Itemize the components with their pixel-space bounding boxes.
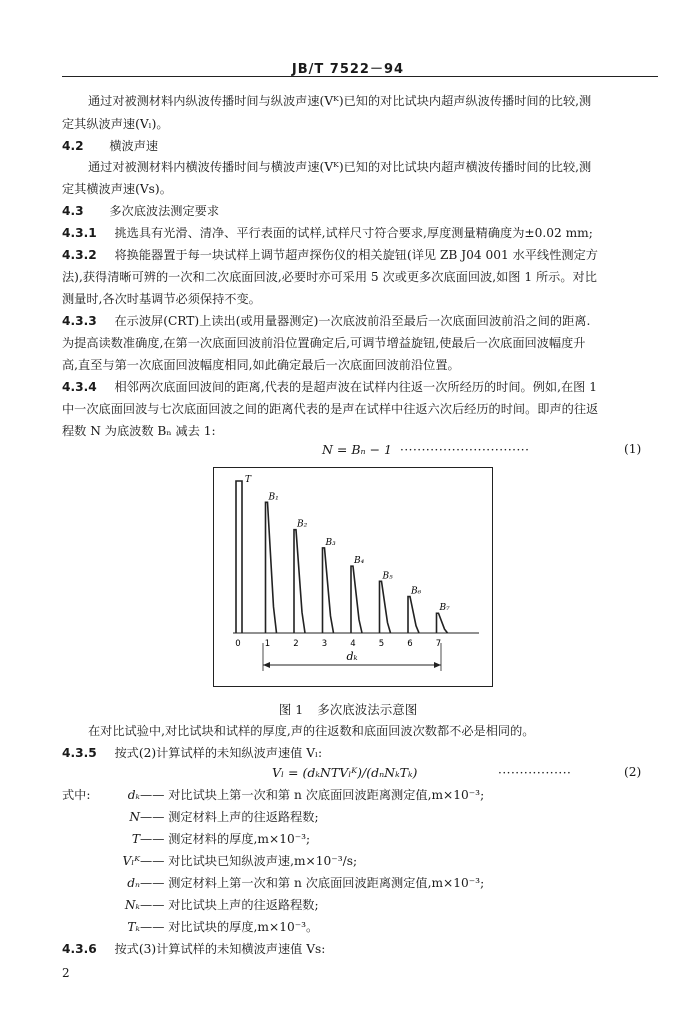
definition-symbol: T [131, 832, 140, 846]
pulse-label: B₅ [382, 571, 393, 582]
para-line: 中一次底面回波与七次底面回波之间的距离代表的是声在试样中往返六次后经历的时间。即声的往返 [62, 402, 599, 416]
clause-text: 挑选具有光滑、清净、平行表面的试样,试样尺寸符合要求,厚度测量精确度为±0.02 mm; [114, 226, 593, 240]
echo-pulse [408, 597, 419, 633]
echo-pulse [294, 530, 305, 633]
clause-text: 按式(3)计算试样的未知横波声速值 Vs: [114, 942, 326, 956]
definition-text: —— 对比试块已知纵波声速,m×10⁻³/s; [140, 854, 358, 868]
axis-tick-label: 3 [321, 639, 328, 649]
definition-list-lead: 式中: [62, 788, 91, 802]
leader-dots: ······························ [400, 443, 530, 457]
definition-item [52, 786, 484, 804]
pulse-label: B₆ [411, 586, 422, 597]
axis-tick-label: 0 [235, 639, 241, 649]
clause [62, 246, 598, 264]
figure-multiple-echo-diagram [213, 467, 493, 687]
definition-item [52, 896, 319, 914]
definition-symbol: dₖ [127, 788, 140, 802]
axis-tick-label: 7 [435, 639, 442, 649]
section-number: 4.3.2 [62, 248, 97, 262]
section-number: 4.3 [62, 204, 84, 218]
definition-item [52, 918, 318, 936]
axis-tick-label: 2 [293, 639, 299, 649]
echo-pulse [323, 548, 334, 633]
para-line: 测量时,各次时基调节必须保持不变。 [62, 292, 261, 306]
equation-2: Vₗ = (dₖNTVₗᴷ)/(dₙNₖTₖ) [272, 765, 418, 780]
pulse-label: B₂ [297, 519, 308, 530]
definition-symbol: Nₖ [124, 898, 140, 912]
section-number: 4.3.1 [62, 226, 97, 240]
equation-1: N = Bₙ − 1 [322, 442, 392, 457]
clause [62, 378, 597, 396]
equation-number: (2) [624, 765, 642, 779]
definition-symbol: Tₖ [127, 920, 140, 934]
definition-symbol: dₙ [127, 876, 140, 890]
echo-pulse [437, 613, 448, 633]
section-number: 4.3.4 [62, 380, 97, 394]
pulse-label: B₁ [268, 492, 279, 503]
echo-pulse [266, 502, 277, 633]
section-heading [62, 137, 158, 155]
para-line: 在对比试验中,对比试块和试样的厚度,声的往返数和底面回波次数都不必是相同的。 [88, 724, 535, 738]
clause [62, 744, 322, 762]
para-line: 法),获得清晰可辨的一次和二次底面回波,必要时亦可采用 5 次或更多次底面回波,如图 1 所示。对比 [62, 270, 597, 284]
clause-text: 在示波屏(CRT)上读出(或用量器测定)一次底波前沿至最后一次底面回波前沿之间的距离. [114, 314, 591, 328]
clause [62, 312, 590, 330]
clause [62, 940, 325, 958]
section-title: 横波声速 [109, 139, 159, 153]
dimension-arrow-left [263, 662, 270, 668]
axis-tick-label: 1 [264, 639, 271, 649]
dimension-arrow-right [434, 662, 441, 668]
definition-text: —— 对比试块上声的往返路程数; [140, 898, 319, 912]
section-number: 4.3.5 [62, 746, 97, 760]
caption-text: 多次底波法示意图 [317, 702, 418, 717]
axis-tick-label: 5 [378, 639, 385, 649]
definition-text: —— 对比试块的厚度,m×10⁻³。 [140, 920, 319, 934]
section-number: 4.2 [62, 139, 84, 153]
definition-symbol: N [129, 810, 140, 824]
para-line: 定其横波声速(Vs)。 [62, 182, 172, 196]
caption-number: 图 1 [278, 702, 304, 717]
axis-tick-label: 4 [350, 639, 356, 649]
section-title: 多次底波法测定要求 [109, 204, 220, 218]
para-line: 通过对被测材料内横波传播时间与横波声速(Vᴷ)已知的对比试块内超声横波传播时间的比较,测 [88, 160, 592, 174]
axis-tick-label: 6 [407, 639, 413, 649]
section-heading [62, 202, 219, 220]
pulse-label: B₇ [439, 603, 450, 614]
echo-pulse [236, 481, 242, 633]
definition-item [52, 830, 310, 848]
clause-text: 相邻两次底面回波间的距离,代表的是超声波在试样内往返一次所经历的时间。例如,在图 1 [114, 380, 597, 394]
para-line: 高,直至与第一次底面回波幅度相同,如此确定最后一次底面回波前沿位置。 [62, 358, 460, 372]
definition-text: —— 对比试块上第一次和第 n 次底面回波距离测定值,m×10⁻³; [140, 788, 485, 802]
echo-pulse [351, 566, 362, 633]
figure-caption [0, 700, 696, 718]
clause [62, 224, 593, 242]
para-line: 定其纵波声速(Vₗ)。 [62, 117, 169, 131]
definition-text: —— 测定材料的厚度,m×10⁻³; [140, 832, 311, 846]
pulse-label: B₃ [325, 537, 336, 548]
clause-text: 按式(2)计算试样的未知纵波声速值 Vₗ: [114, 746, 323, 760]
pulse-label: T [245, 475, 252, 485]
page-number: 2 [62, 966, 70, 980]
leader-dots: ················· [498, 766, 572, 780]
header-rule [62, 76, 658, 77]
dimension-label: dₖ [346, 650, 358, 663]
definition-symbol: Vₗᴷ [122, 854, 140, 868]
section-number: 4.3.6 [62, 942, 97, 956]
section-number: 4.3.3 [62, 314, 97, 328]
definition-item [52, 808, 319, 826]
para-line: 程数 N 为底波数 Bₙ 减去 1: [62, 424, 216, 438]
running-header: JB/T 7522－94 [291, 62, 405, 77]
definition-text: —— 测定材料上声的往返路程数; [140, 810, 319, 824]
para-line: 通过对被测材料内纵波传播时间与纵波声速(Vᴷ)已知的对比试块内超声纵波传播时间的比较,测 [88, 94, 592, 108]
clause-text: 将换能器置于每一块试样上调节超声探伤仪的相关旋钮(详见 ZB J04 001 水平线性测定方 [114, 248, 598, 262]
definition-item [52, 874, 484, 892]
pulse-label: B₄ [354, 556, 365, 567]
definition-text: —— 测定材料上第一次和第 n 次底面回波距离测定值,m×10⁻³; [140, 876, 485, 890]
echo-pulse [380, 581, 391, 633]
para-line: 为提高读数准确度,在第一次底面回波前沿位置确定后,可调节增益旋钮,使最后一次底面回波幅度升 [62, 336, 586, 350]
definition-item [52, 852, 357, 870]
equation-number: (1) [624, 442, 642, 456]
